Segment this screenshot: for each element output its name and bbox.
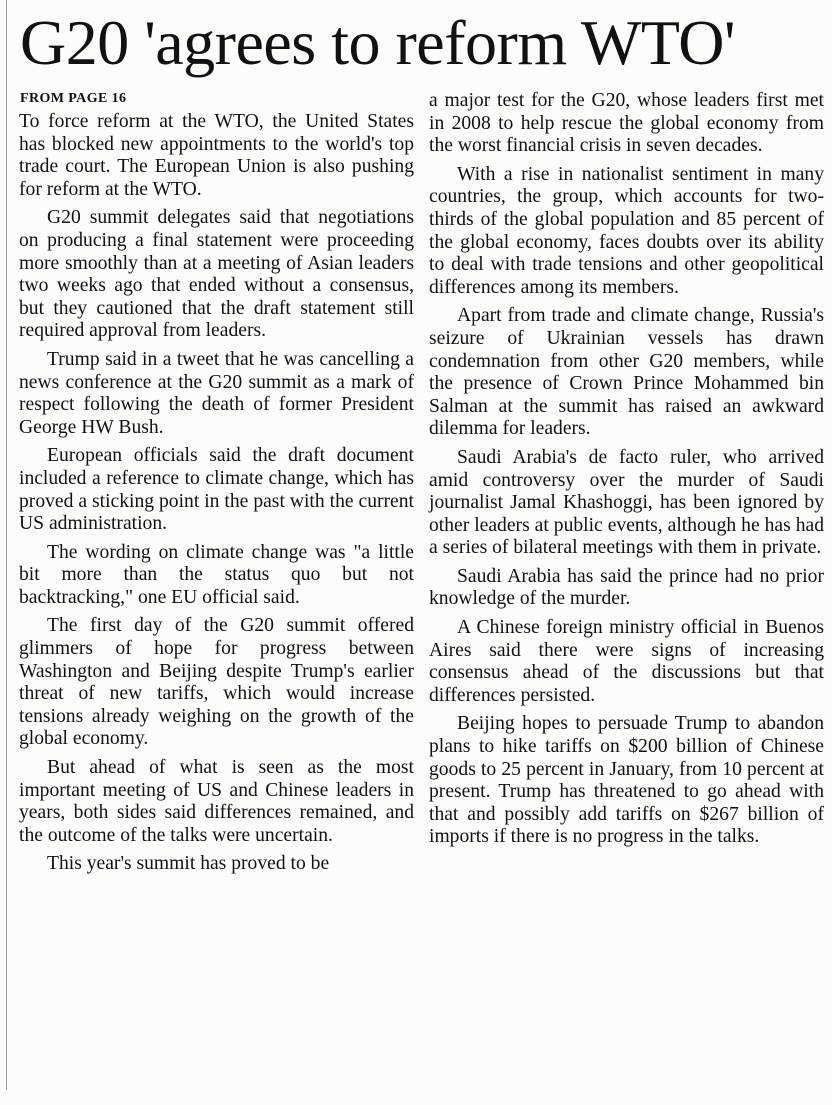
paragraph: The first day of the G20 summit offered glimmers of hope for progress between Washington and Beijing despite Trump's earlier threat of new tariffs, which would increase tensions already weighing on the growth of the global economy. [19,615,414,750]
paragraph: Trump said in a tweet that he was cancelling a news conference at the G20 summit as a mark of respect following the death of former President George HW Bush. [19,348,414,438]
left-column [19,90,414,882]
paragraph: The wording on climate change was "a little bit more than the status quo but not backtracking," one EU official said. [19,541,414,608]
column-gutter [416,92,417,1092]
paragraph: Saudi Arabia has said the prince had no prior knowledge of the murder. [429,565,824,610]
paragraph: To force reform at the WTO, the United States has blocked new appointments to the world's top trade court. The European Union is also pushing for reform at the WTO. [19,111,414,200]
paragraph: European officials said the draft document included a reference to climate change, which has proved a sticking point in the past with the current US administration. [19,445,414,535]
right-column [429,90,824,855]
paragraph: Beijing hopes to persuade Trump to abandon plans to hike tariffs on $200 billion of Chinese goods to 25 percent in January, from 10 percent at present. Trump has threatened to go ahead with that and possibly add tariffs on $267 billion of imports if there is no progress in the talks. [429,713,824,848]
paragraph: a major test for the G20, whose leaders first met in 2008 to help rescue the global economy from the worst financial crisis in seven decades. [429,90,824,157]
continued-from-label: FROM PAGE 16 [20,91,127,106]
paragraph: Saudi Arabia's de facto ruler, who arrived amid controversy over the murder of Saudi journalist Jamal Khashoggi, has been ignored by other leaders at public events, although he has had a series of bilateral meetings with them in private. [429,446,824,559]
paragraph: This year's summit has proved to be [47,853,330,875]
paragraph: G20 summit delegates said that negotiations on producing a final statement were proceeding more smoothly than at a meeting of Asian leaders two weeks ago that ended without a consensus, but they cautioned that the draft statement still required approval from leaders. [19,207,414,342]
headline: G20 'agrees to reform WTO' [20,7,736,78]
clipping-left-border [6,0,7,1090]
paragraph: But ahead of what is seen as the most important meeting of US and Chinese leaders in years, both sides said differences remained, and the outcome of the talks were uncertain. [19,757,414,846]
paragraph: A Chinese foreign ministry official in Buenos Aires said there were signs of increasing consensus ahead of the discussions but that differences persisted. [429,617,824,706]
paragraph: With a rise in nationalist sentiment in many countries, the group, which accounts for two-thirds of the global population and 85 percent of the global economy, faces doubts over its ability to deal with trade tensions and other geopolitical differences among its members. [429,163,824,298]
paragraph: Apart from trade and climate change, Russia's seizure of Ukrainian vessels has drawn condemnation from other G20 members, while the presence of Crown Prince Mohammed bin Salman at the summit has raised an awkward dilemma for leaders. [429,305,824,440]
